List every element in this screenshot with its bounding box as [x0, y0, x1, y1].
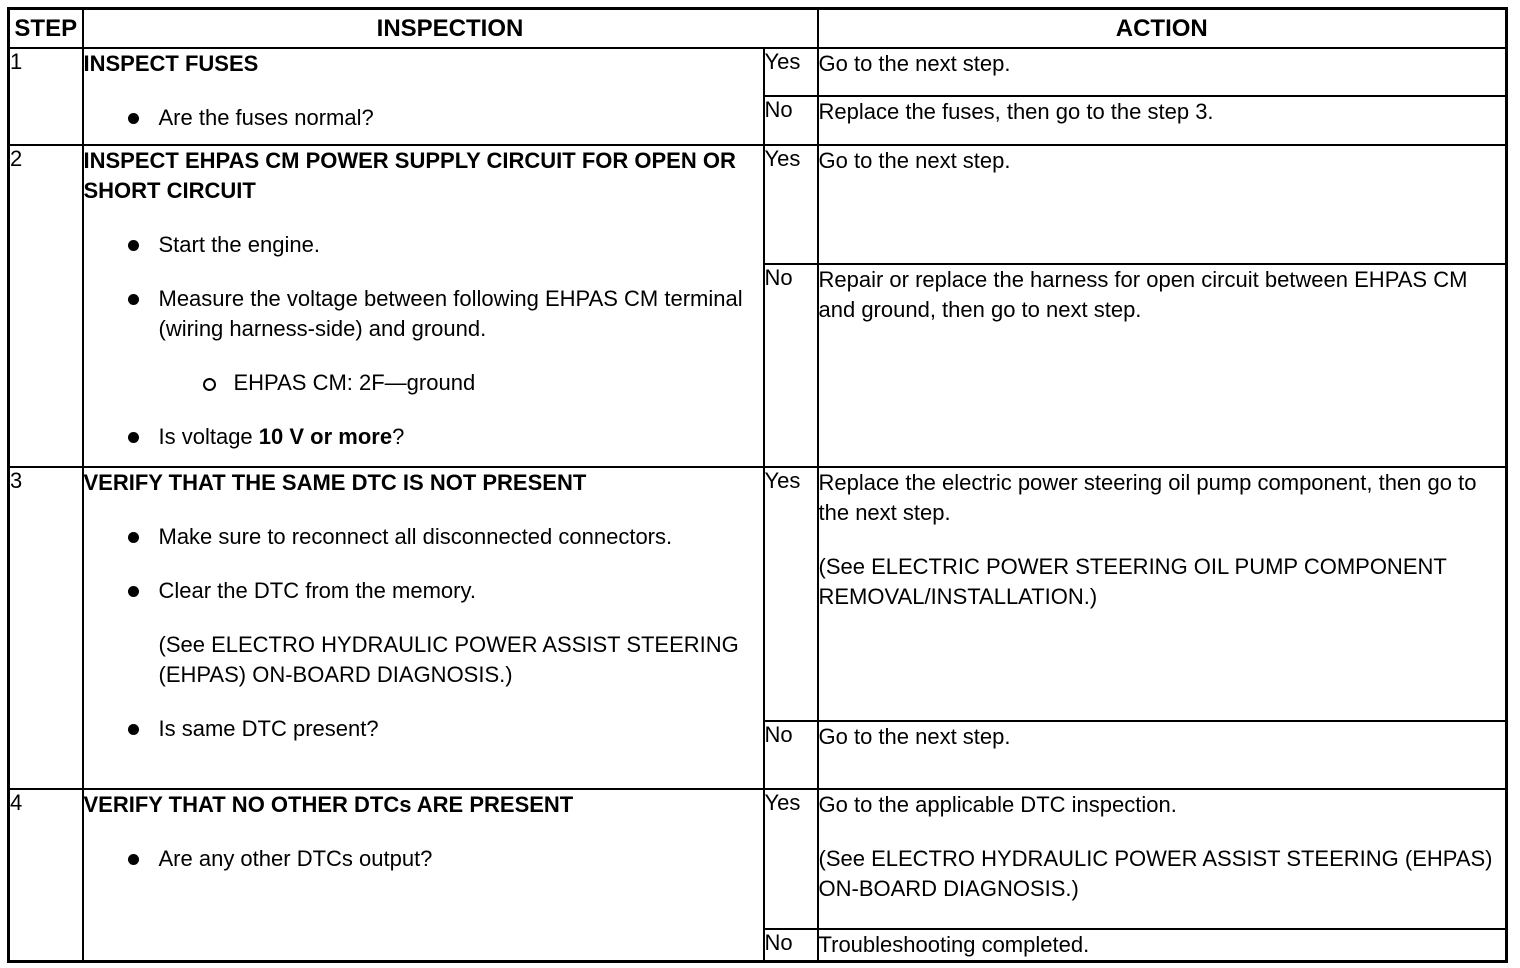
- step-4-yes-row: [9, 789, 1507, 929]
- no-label: No: [764, 96, 818, 145]
- bullet-item: Is same DTC present?: [84, 714, 763, 744]
- yes-action: Go to the applicable DTC inspection.: [818, 792, 1177, 817]
- yes-action: Go to the next step.: [818, 48, 1507, 96]
- no-action: Troubleshooting completed.: [818, 929, 1507, 962]
- bullet-item: Make sure to reconnect all disconnected connectors.: [84, 522, 763, 552]
- header-action: ACTION: [818, 9, 1507, 49]
- no-label: No: [764, 264, 818, 467]
- step-4-inspection: [83, 789, 764, 962]
- bullet-item: Are the fuses normal?: [84, 103, 763, 133]
- yes-label: Yes: [764, 145, 818, 264]
- no-action: Repair or replace the harness for open circuit between EHPAS CM and ground, then go to next step.: [818, 264, 1507, 467]
- header-step: STEP: [9, 9, 83, 49]
- step-title: VERIFY THAT NO OTHER DTCs ARE PRESENT: [83, 792, 574, 817]
- step-3-inspection: [83, 467, 764, 789]
- step-title: INSPECT FUSES: [83, 51, 259, 76]
- no-label: No: [764, 929, 818, 962]
- step-3-yes-row: [9, 467, 1507, 721]
- reference-note: (See ELECTRO HYDRAULIC POWER ASSIST STEERING (EHPAS) ON-BOARD DIAGNOSIS.): [158, 632, 739, 687]
- troubleshooting-table: [7, 7, 1508, 963]
- step-number: 1: [9, 48, 83, 145]
- yes-reference-note: (See ELECTRIC POWER STEERING OIL PUMP COMPONENT REMOVAL/INSTALLATION.): [818, 554, 1447, 609]
- yes-label: Yes: [764, 467, 818, 721]
- bullet-item: Start the engine.: [84, 230, 763, 260]
- header-inspection: INSPECTION: [83, 9, 818, 49]
- yes-label: Yes: [764, 48, 818, 96]
- step-number: 4: [9, 789, 83, 962]
- yes-reference-note: (See ELECTRO HYDRAULIC POWER ASSIST STEERING (EHPAS) ON-BOARD DIAGNOSIS.): [818, 846, 1493, 901]
- yes-label: Yes: [764, 789, 818, 929]
- step-title: VERIFY THAT THE SAME DTC IS NOT PRESENT: [83, 470, 587, 495]
- step-number: 3: [9, 467, 83, 789]
- yes-action-cell: [818, 789, 1507, 929]
- voltage-threshold: 10 V or more: [258, 424, 393, 449]
- yes-action: Go to the next step.: [818, 145, 1507, 264]
- sub-bullet-item: EHPAS CM: 2F—ground: [84, 368, 763, 398]
- bullet-item-voltage: [84, 422, 763, 452]
- bullet-item: Measure the voltage between following EHPAS CM terminal (wiring harness-side) and ground.: [84, 284, 763, 344]
- step-title: INSPECT EHPAS CM POWER SUPPLY CIRCUIT FOR OPEN OR SHORT CIRCUIT: [83, 148, 736, 203]
- step-number: 2: [9, 145, 83, 467]
- voltage-suffix: ?: [392, 424, 405, 449]
- step-2-inspection: [83, 145, 764, 467]
- step-2-yes-row: [9, 145, 1507, 264]
- yes-action-cell: [818, 467, 1507, 721]
- step-1-inspection: [83, 48, 764, 145]
- no-action: Go to the next step.: [818, 721, 1507, 789]
- no-action: Replace the fuses, then go to the step 3.: [818, 96, 1507, 145]
- bullet-item: Clear the DTC from the memory.: [84, 576, 763, 606]
- bullet-item: Are any other DTCs output?: [84, 844, 763, 874]
- no-label: No: [764, 721, 818, 789]
- yes-action: Replace the electric power steering oil pump component, then go to the next step.: [818, 470, 1477, 525]
- voltage-text: Is voltage: [158, 424, 259, 449]
- step-1-yes-row: [9, 48, 1507, 96]
- header-row: [9, 9, 1507, 49]
